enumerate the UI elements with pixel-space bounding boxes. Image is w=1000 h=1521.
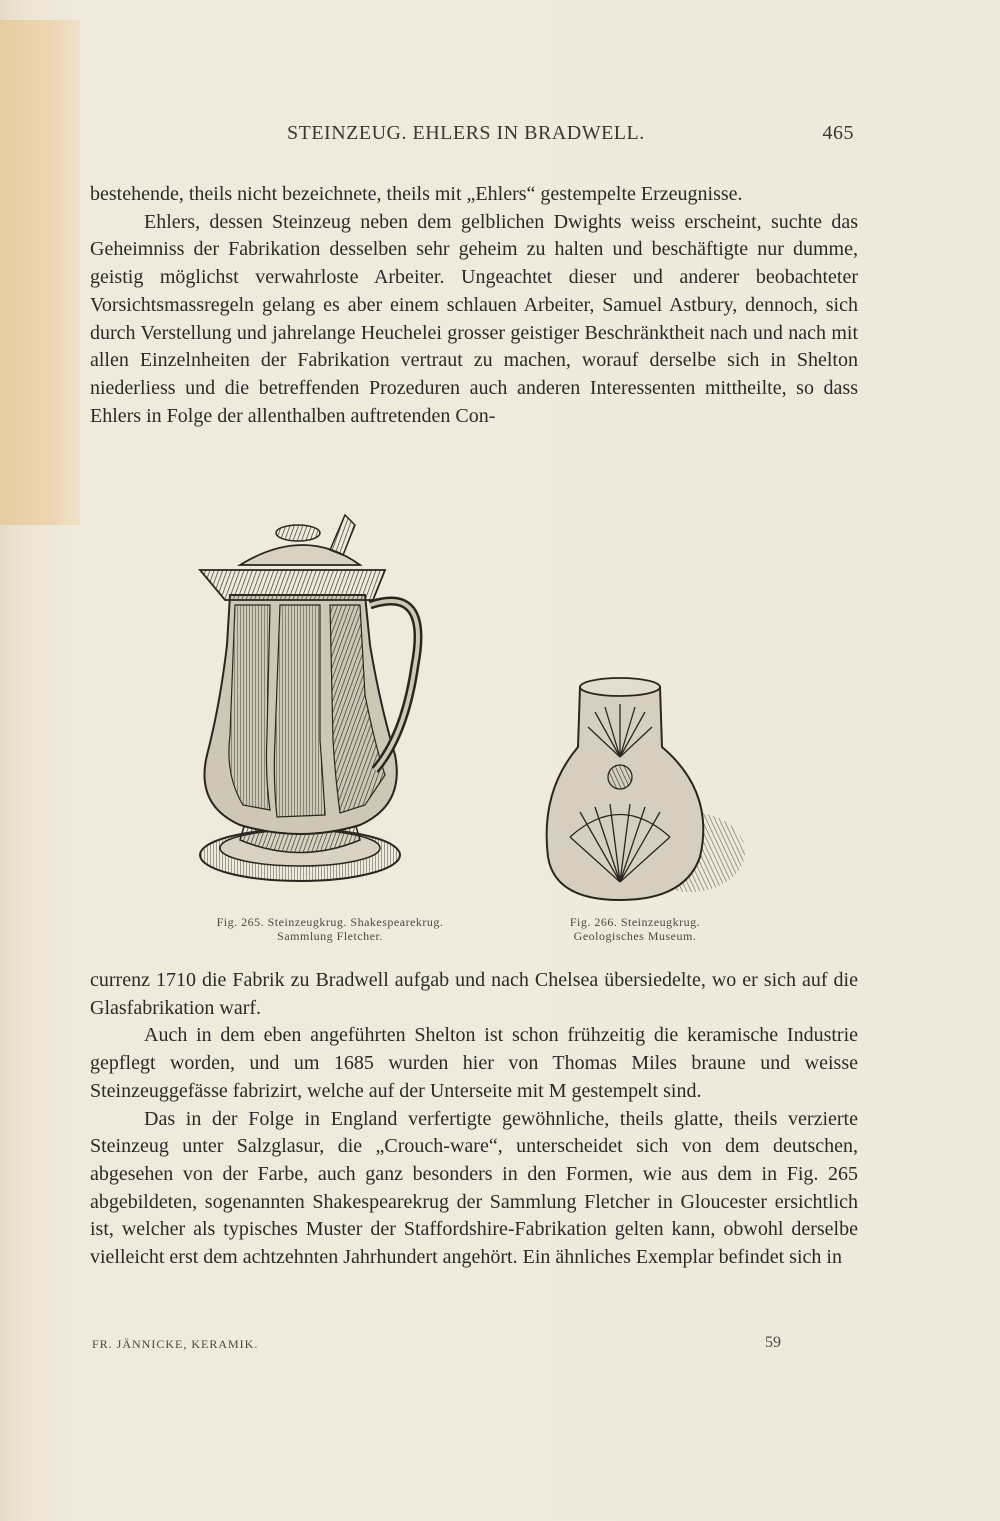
paragraph: currenz 1710 die Fabrik zu Bradwell aufgab und nach Chelsea übersiedelte, wo er sich auf die Glasfabrikation warf. [90,969,858,1019]
caption-line: Sammlung Fletcher. [277,929,383,943]
body-text-bottom [90,967,858,1272]
header-page-number: 465 [822,122,854,144]
figure-266-bottle-illustration [540,672,755,910]
caption-line: Geologisches Museum. [573,929,697,943]
footer-signature: FR. JÄNNICKE, KERAMIK. [92,1337,259,1351]
paragraph: Auch in dem eben angeführten Shelton ist schon frühzeitig die keramische Industrie gepflegt worden, und um 1685 wurden hier von Thomas Miles braune und weisse Steinzeuggefässe fabrizirt, welche auf der Unterseite mit M gestempelt sind. [90,1024,858,1102]
running-header [90,122,860,152]
body-text-top [90,181,858,430]
figure-number: Fig. 265. [216,915,265,929]
paragraph: bestehende, theils nicht bezeichnete, theils mit „Ehlers“ gestempelte Erzeugnisse. [90,183,743,205]
figure-266-caption [540,915,730,943]
paragraph: Ehlers, dessen Steinzeug neben dem gelblichen Dwights weiss erscheint, suchte das Geheimniss der Fabrikation desselben sehr geheim zu halten und beschäftigte nur dumme, geistig möglichst verwahrloste Arbeiter. Ungeachtet dieser und anderer beobachteter Vorsichtsmassregeln gelang es aber einem schlauen Arbeiter, Samuel Astbury, dennoch, sich durch Verstellung und jahrelange Heuchelei grosser geistiger Beschränktheit nach und nach mit allen Einzelnheiten der Fabrikation vertraut zu machen, worauf derselbe sich in Shelton niederliess und die betreffenden Prozeduren auch anderen Interessenten mittheilte, so dass Ehlers in Folge der allenthalben auftretenden Con- [90,210,858,427]
figure-265-caption [180,915,480,943]
figure-number: Fig. 266. [569,915,618,929]
caption-line: Steinzeugkrug. Shakespearekrug. [267,915,444,929]
paragraph: Das in der Folge in England verfertigte gewöhnliche, theils glatte, theils verzierte Steinzeug unter Salzglasur, die „Crouch-ware“, unterscheidet sich von dem deutschen, abgesehen von der Farbe, auch ganz besonders in den Formen, wie aus dem in Fig. 265 abgebildeten, sogenannten Shakespearekrug der Sammlung Fletcher in Gloucester ersichtlich ist, welcher als typisches Muster der Staffordshire-Fabrikation gelten kann, obwohl derselbe vielleicht erst dem achtzehnten Jahrhundert angehört. Ein ähnliches Exemplar befindet sich in [90,1107,858,1269]
caption-line: Steinzeugkrug. [620,915,701,929]
header-title: STEINZEUG. EHLERS IN BRADWELL. [287,122,645,144]
footer-sheet-number: 59 [765,1334,781,1351]
figure-265-jug-illustration [195,505,435,910]
paper-stain [0,20,80,525]
